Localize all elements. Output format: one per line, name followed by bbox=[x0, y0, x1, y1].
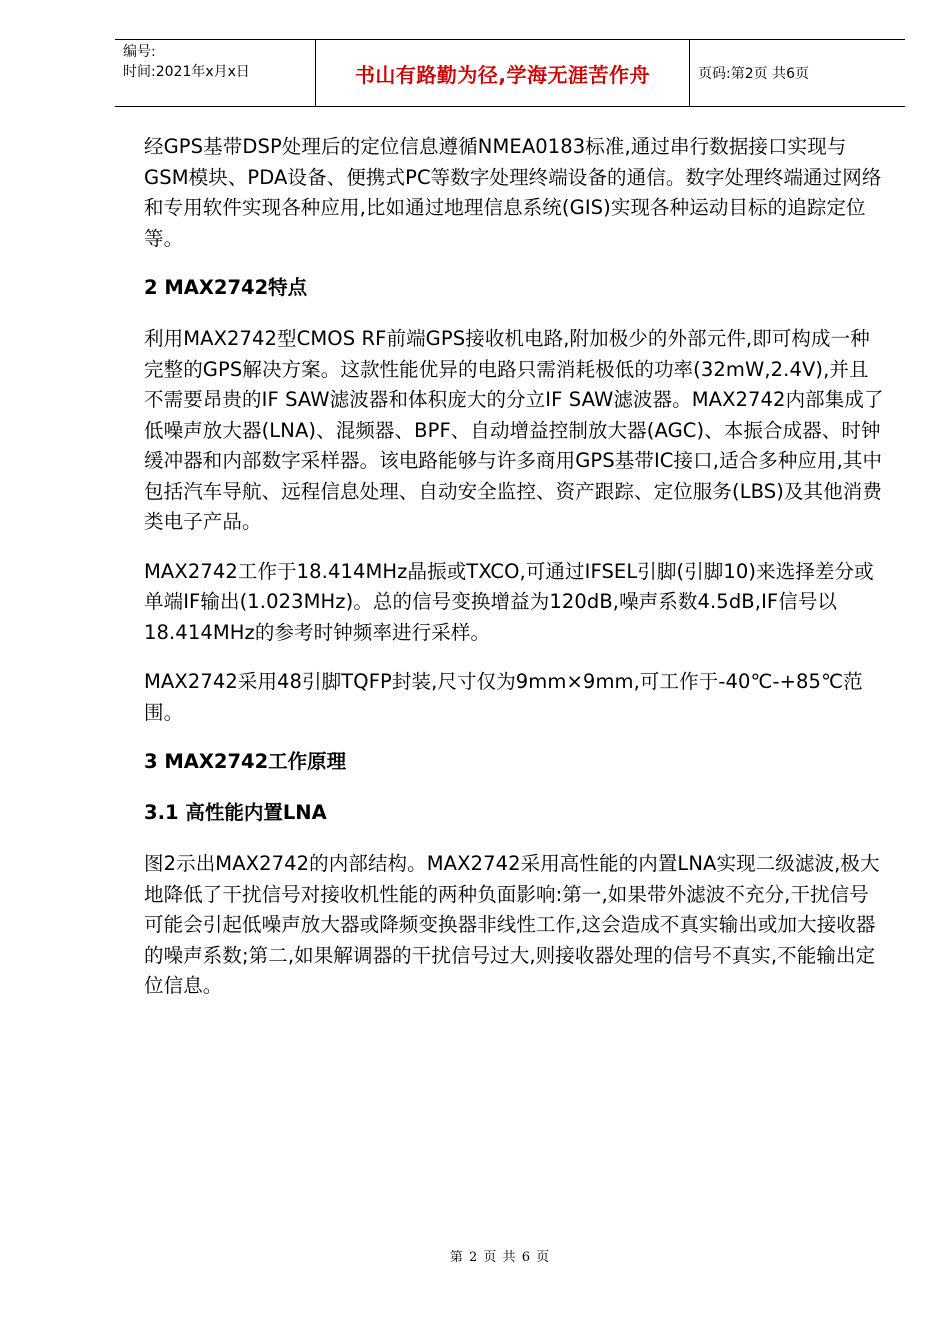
paragraph-gps-nmea: 经GPS基带DSP处理后的定位信息遵循NMEA0183标准,通过串行数据接口实现与GSM模块、PDA设备、便携式PC等数字处理终端设备的通信。数字处理终端通过网络和专用软件实现各种应用,比如通过地理信息系统(GIS)实现各种运动目标的追踪定位等。 bbox=[144, 135, 882, 250]
document-body bbox=[144, 132, 884, 1021]
page-header bbox=[115, 39, 905, 107]
document-time-label: 时间:2021年x月x日 bbox=[123, 64, 250, 80]
header-page-info: 页码:第2页 共6页 bbox=[698, 66, 809, 82]
section-heading-features: 2 MAX2742特点 bbox=[144, 276, 308, 299]
paragraph-max2742-overview: 利用MAX2742型CMOS RF前端GPS接收机电路,附加极少的外部元件,即可构成一种完整的GPS解决方案。这款性能优异的电路只需消耗极低的功率(32mW,2.4V),并且不需要昂贵的IF SAW滤波器和体积庞大的分立IF SAW滤波器。MAX2742内部集成了低噪声放大器(LNA)、混频器、BPF、自动增益控制放大器(AGC)、本振合成器、时钟缓冲器和内部数字采样器。该电路能够与许多商用GPS基带IC接口,适合多种应用,其中包括汽车导航、远程信息处理、自动安全监控、资产跟踪、定位服务(LBS)及其他消费类电子产品。 bbox=[144, 327, 884, 533]
page-footer: 第 2 页 共 6 页 bbox=[449, 1250, 551, 1265]
subsection-heading-lna: 3.1 高性能内置LNA bbox=[144, 801, 327, 824]
paragraph-max2742-clock: MAX2742工作于18.414MHz晶振或TXCO,可通过IFSEL引脚(引脚10)来选择差分或单端IF输出(1.023MHz)。总的信号变换增益为120dB,噪声系数4.5dB,IF信号以18.414MHz的参考时钟频率进行采样。 bbox=[144, 559, 874, 644]
section-heading-principle: 3 MAX2742工作原理 bbox=[144, 750, 347, 773]
paragraph-internal-structure: 图2示出MAX2742的内部结构。MAX2742采用高性能的内置LNA实现二级滤波,极大地降低了干扰信号对接收机性能的两种负面影响:第一,如果带外滤波不充分,干扰信号可能会引起低噪声放大器或降频变换器非线性工作,这会造成不真实输出或加大接收器的噪声系数;第二,如果解调器的干扰信号过大,则接收器处理的信号不真实,不能输出定位信息。 bbox=[144, 852, 880, 997]
paragraph-max2742-package: MAX2742采用48引脚TQFP封装,尺寸仅为9mm×9mm,可工作于-40℃-+85℃范围。 bbox=[144, 670, 863, 724]
document-number-label: 编号: bbox=[123, 44, 156, 60]
header-motto: 书山有路勤为径,学海无涯苦作舟 bbox=[316, 40, 690, 106]
header-meta-cell bbox=[115, 40, 316, 106]
